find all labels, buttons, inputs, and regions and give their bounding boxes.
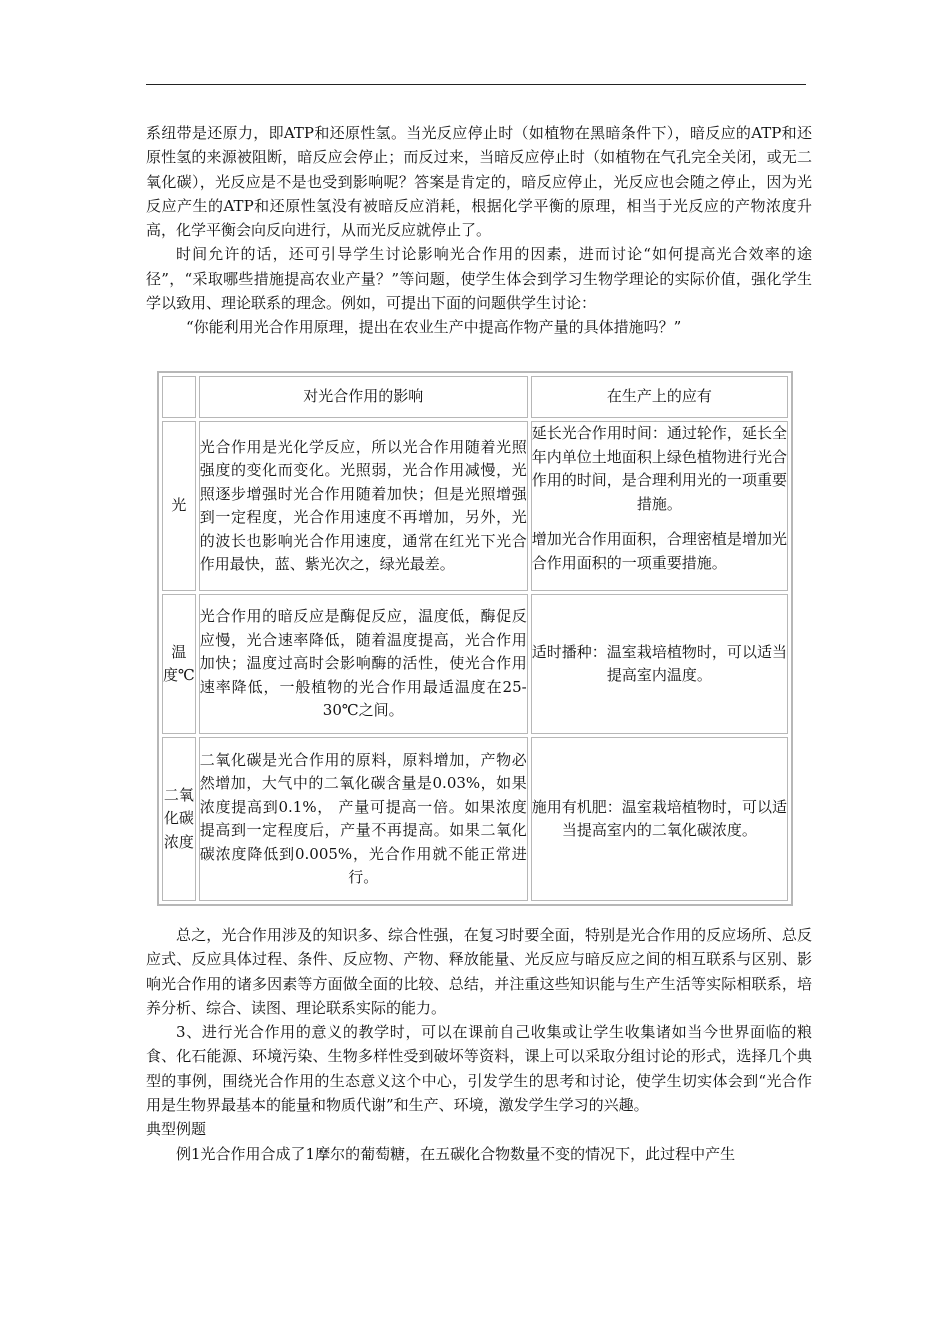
table-header-row <box>162 376 788 418</box>
discussion-question: “你能利用光合作用原理，提出在农业生产中提高作物产量的具体措施吗？” <box>186 318 682 337</box>
application-light-area: 增加光合作用面积，合理密植是增加光合作用面积的一项重要措施。 <box>531 530 787 572</box>
example-1: 例1光合作用合成了1摩尔的葡萄糖，在五碳化合物数量不变的情况下，此过程中产生 <box>176 1144 736 1163</box>
application-light-time: 延长光合作用时间：通过轮作，延长全年内单位土地面积上绿色植物进行光合作用的时间，是合理利用光的一项重要措施。 <box>531 424 787 513</box>
header-cell-blank <box>162 376 196 418</box>
header-cell-application: 在生产上的应有 <box>531 376 788 418</box>
header-rule <box>146 84 806 85</box>
discussion-paragraph: 时间允许的话，还可引导学生讨论影响光合作用的因素，进而讨论“如何提高光合效率的途径”，“采取哪些措施提高农业产量？”等问题，使学生体会到学习生物学理论的实际价值，强化学生学以致用、理论联系的理念。例如，可提出下面的问题供学生讨论： <box>146 245 812 313</box>
factor-cell-temperature: 温度℃ <box>162 594 196 734</box>
summary-paragraph: 总之，光合作用涉及的知识多、综合性强，在复习时要全面，特别是光合作用的反应场所、总反应式、反应具体过程、条件、反应物、产物、释放能量、光反应与暗反应之间的相互联系与区别、影响光合作用的诸多因素等方面做全面的比较、总结，并注重这些知识能与生产生活等实际相联系，培养分析、综合、读图、理论联系实际的能力。 <box>146 926 812 1017</box>
table-row-temperature <box>162 594 788 734</box>
intro-paragraph: 系纽带是还原力，即ATP和还原性氢。当光反应停止时（如植物在黑暗条件下），暗反应的ATP和还原性氢的来源被阻断，暗反应会停止；而反过来，当暗反应停止时（如植物在气孔完全关闭，或无二氧化碳），光反应是不是也受到影响呢？答案是肯定的，暗反应停止，光反应也会随之停止，因为光反应产生的ATP和还原性氢没有被暗反应消耗，根据化学平衡的原理，相当于光反应的产物浓度升高，化学平衡会向反向进行，从而光反应就停止了。 <box>146 124 812 240</box>
factor-cell-light: 光 <box>162 421 196 591</box>
photosynthesis-factors-table <box>157 371 793 906</box>
application-cell-light <box>531 421 788 591</box>
effect-cell-co2: 二氧化碳是光合作用的原料，原料增加，产物必然增加，大气中的二氧化碳含量是0.03%，如果浓度提高到0.1%， 产量可提高一倍。如果浓度提高到一定程度后，产量不再提高。如果二氧化碳浓度降低到0.005%，光合作用就不能正常进行。 <box>199 737 528 901</box>
effect-cell-light: 光合作用是光化学反应，所以光合作用随着光照强度的变化而变化。光照弱，光合作用减慢，光照逐步增强时光合作用随着加快；但是光照增强到一定程度，光合作用速度不再增加，另外，光的波长也影响光合作用速度，通常在红光下光合作用最快，蓝、紫光次之，绿光最差。 <box>199 421 528 591</box>
table-row-light <box>162 421 788 591</box>
page-text-bottom <box>146 923 812 1166</box>
example-heading: 典型例题 <box>146 1120 207 1139</box>
application-cell-temperature: 适时播种：温室栽培植物时，可以适当提高室内温度。 <box>531 594 788 734</box>
application-cell-co2: 施用有机肥：温室栽培植物时，可以适当提高室内的二氧化碳浓度。 <box>531 737 788 901</box>
factor-cell-co2: 二氧化碳浓度 <box>162 737 196 901</box>
page-text-top <box>146 121 812 340</box>
header-cell-effect: 对光合作用的影响 <box>199 376 528 418</box>
table-row-co2 <box>162 737 788 901</box>
effect-cell-temperature: 光合作用的暗反应是酶促反应，温度低，酶促反应慢，光合速率降低，随着温度提高，光合作用加快；温度过高时会影响酶的活性，使光合作用速率降低，一般植物的光合作用最适温度在25-30℃之间。 <box>199 594 528 734</box>
point3-paragraph: 3、进行光合作用的意义的教学时，可以在课前自己收集或让学生收集诸如当今世界面临的粮食、化石能源、环境污染、生物多样性受到破坏等资料，课上可以采取分组讨论的形式，选择几个典型的事例，围绕光合作用的生态意义这个中心，引发学生的思考和讨论，使学生切实体会到“光合作用是生物界最基本的能量和物质代谢”和生产、环境，激发学生学习的兴趣。 <box>146 1023 812 1115</box>
